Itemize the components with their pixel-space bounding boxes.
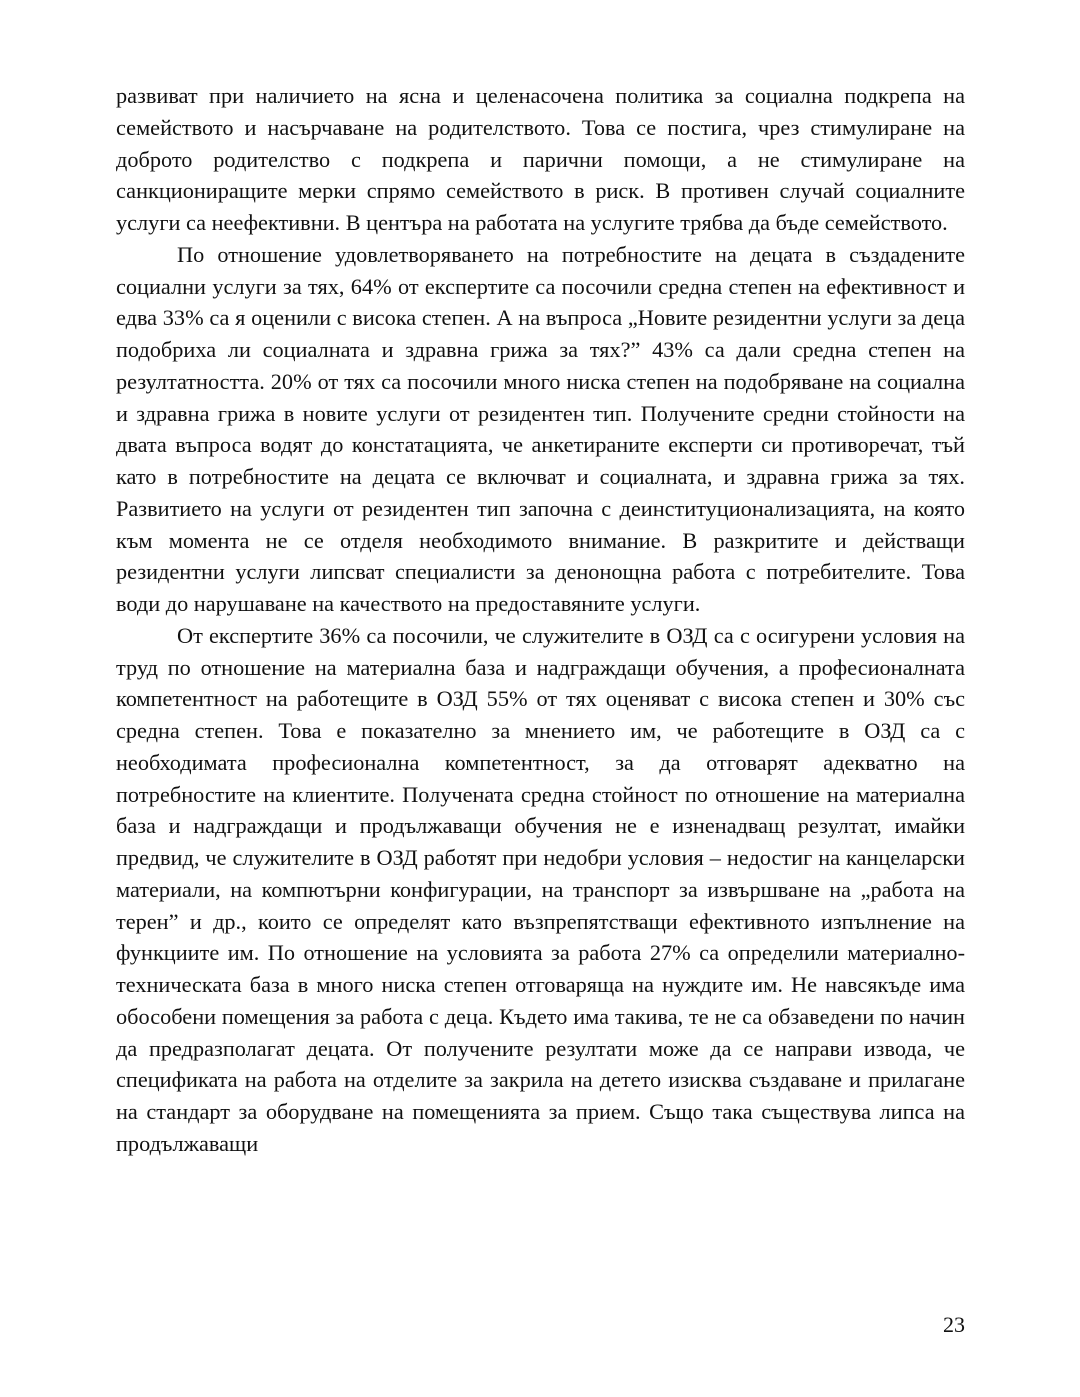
paragraph-ozd-staff: От експертите 36% са посочили, че служителите в ОЗД са с осигурени условия на труд по отношение на материална база и надграждащи обучения, а професионалната компетентност на работещите в ОЗД 55% от тях оценяват с висока степен и 30% със средна степен. Това е показателно за мнението им, че работещите в ОЗД са с необходимата професионална компетентност, за да отговарят адекватно на потребностите на клиентите. Получената средна стойност по отношение на материална база и надграждащи и продължаващи обучения не е изненадващ резултат, имайки предвид, че служителите в ОЗД работят при недобри условия – недостиг на канцеларски материали, на компютърни конфигурации, на транспорт за извършване на „работа на терен” и др., които се определят като възпрепятстващи ефективното изпълнение на функциите им. По отношение на условията за работа 27% са определили материално-техническата база в много ниска степен отговаряща на нуждите им. Не навсякъде има обособени помещения за работа с деца. Където има такива, те не са обзаведени по начин да предразполагат децата. От получените резултати може да се направи извода, че спецификата на работа на отделите за закрила на детето изисква създаване и прилагане на стандарт за оборудване на помещенията за прием. Също така съществува липса на продължаващи (116, 622, 965, 1156)
page-body (116, 80, 965, 1160)
page-number: 23 (943, 1312, 965, 1337)
paragraph-child-needs: По отношение удовлетворяването на потребностите на децата в създадените социални услуги за тях, 64% от експертите са посочили средна степен на ефективност и едва 33% са я оценили с висока степен. А на въпроса „Новите резидентни услуги за деца подобриха ли социалната и здравна грижа за тях?” 43% са дали средна степен на резултатността. 20% от тях са посочили много ниска степен на подобряване на социална и здравна грижа в новите услуги от резидентен тип. Получените средни стойности на двата въпроса водят до констатацията, че анкетираните експерти си противоречат, тъй като в потребностите на децата се включват и социалната, и здравна грижа за тях. Развитието на услуги от резидентен тип започна с деинституционализацията, на която към момента не се отделя необходимото внимание. В разкритите и действащи резидентни услуги липсват специалисти за денонощна работа с потребителите. Това води до нарушаване на качеството на предоставяните услуги. (116, 241, 965, 616)
paragraph-continuation: развиват при наличието на ясна и целенасочена политика за социална подкрепа на семейството и насърчаване на родителството. Това се постига, чрез стимулиране на доброто родителство с подкрепа и парични помощи, а не стимулиране на санкциониращите мерки спрямо семейството в риск. В противен случай социалните услуги са неефективни. В центъра на работата на услугите трябва да бъде семейството. (116, 83, 965, 235)
